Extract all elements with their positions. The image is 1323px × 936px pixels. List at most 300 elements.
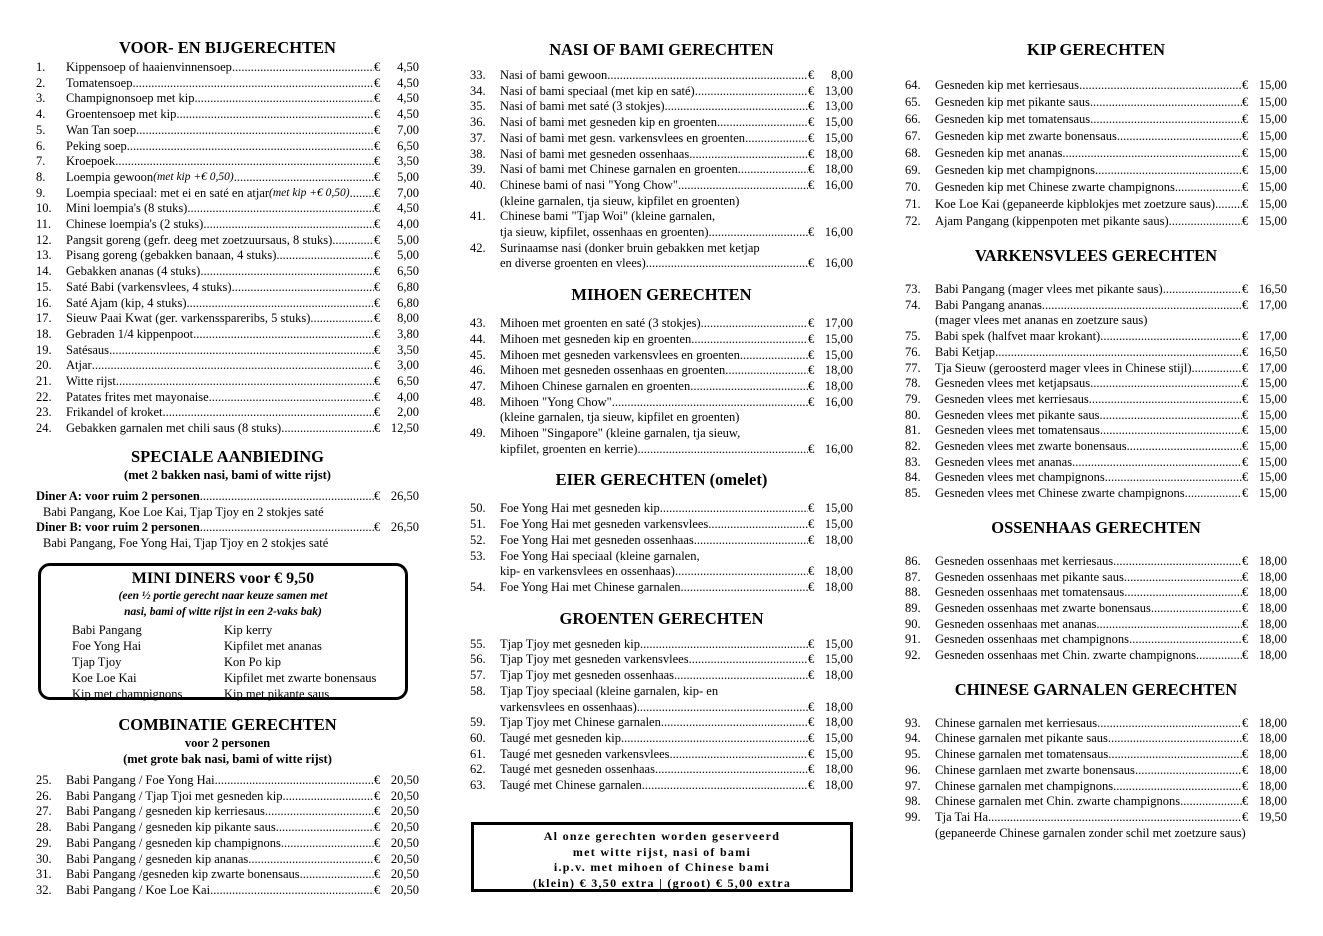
item-price: 6,80 [397,279,419,294]
section-title-eier: EIER GERECHTEN (omelet) [555,470,768,490]
item-number: 51. [470,517,486,532]
item-name-line-1: Chinese bami "Tjap Woi" (kleine garnalen, [500,209,716,224]
menu-item-row [36,852,419,868]
item-number: 38. [470,146,486,161]
leader-dots [210,883,374,899]
item-name: Chinese garnlaen met zwarte bonensaus [935,762,1135,777]
mini-diners-subtitle-1: (een ½ portie gerecht naar keuze samen met [118,590,328,602]
item-price: 7,00 [397,185,419,200]
euro-sign: € [1242,344,1249,359]
item-price: 18,00 [824,778,853,793]
euro-sign: € [808,316,815,331]
item-name-line-1: Surinaamse nasi (donker bruin gebakken met ketjap [500,240,760,255]
item-name-line-1: Mihoen "Singapore" (kleine garnalen, tja sieuw, [500,426,741,441]
diner-description: Babi Pangang, Koe Loe Kai, Tjap Tjoy en 2 stokjes saté [43,504,324,519]
item-number: 42. [470,240,486,255]
leader-dots [194,91,374,107]
item-name: Loempia speciaal: met ei en saté en atjar [66,185,270,200]
item-price: 18,00 [824,668,853,683]
column-right [905,0,1287,841]
item-number: 41. [470,209,486,224]
leader-dots [187,201,374,217]
item-name: Loempia gewoon [66,169,154,184]
menu-item-row [470,348,853,364]
item-price: 15,00 [824,636,853,651]
item-price: 4,50 [397,201,419,216]
leader-dots [265,804,374,820]
leader-dots [1108,747,1242,763]
euro-sign: € [808,532,815,547]
leader-dots [1089,392,1242,408]
euro-sign: € [374,185,381,200]
menu-item-row [905,111,1287,128]
item-price: 16,50 [1258,282,1287,296]
item-name: Peking soep [66,138,127,153]
item-number: 94. [905,731,921,746]
item-name: Champignonsoep met kip [66,91,195,106]
item-number: 18. [36,326,52,341]
item-name: Nasi of bami met gesneden ossenhaas [500,146,690,161]
menu-item-row [470,209,853,225]
menu-list-ossenhaas [905,554,1287,664]
item-name: Mihoen "Yong Chow" [500,394,612,409]
item-price: 20,50 [390,835,419,850]
section-title-voor: VOOR- EN BIJGERECHTEN [119,38,336,57]
leader-dots [1124,570,1242,586]
euro-sign: € [808,746,815,761]
item-name-line-1: Tjap Tjoy speciaal (kleine garnalen, kip- en [500,683,719,698]
section-title-varkens: VARKENSVLEES GERECHTEN [974,246,1218,265]
menu-item-row [470,564,853,580]
mini-diner-item: Kip met pikante saus [224,687,330,701]
item-number: 10. [36,201,52,216]
item-name: Babi Pangang ananas [935,297,1042,312]
diner-price: 26,50 [390,520,419,535]
leader-dots [248,852,374,868]
item-price: 18,00 [824,564,853,579]
item-price: 18,00 [1258,794,1287,809]
leader-dots [1163,282,1242,298]
serving-note-line-3: i.p.v. met mihoen of Chinese bami [553,860,771,874]
menu-item-row [36,343,419,359]
item-number: 6. [36,138,46,153]
item-price: 15,00 [1258,376,1287,391]
item-number: 36. [470,115,486,130]
leader-dots [637,700,808,716]
item-name: Tja Tai Ha [935,809,989,824]
item-name: Nasi of bami met saté (3 stokjes) [500,99,665,114]
item-name: Babi Ketjap [935,344,996,359]
item-price: 16,00 [824,394,853,409]
item-number: 29. [36,835,52,850]
menu-item-row [905,361,1287,377]
leader-dots [215,773,374,789]
menu-item-row [36,327,419,343]
column-middle [470,0,853,794]
leader-dots [725,363,808,379]
leader-dots [675,564,808,580]
item-name: Babi Pangang / Foe Yong Hai [66,773,215,787]
item-name: Taugé met gesneden varkensvlees [500,746,670,761]
leader-dots [186,296,374,312]
item-price: 5,00 [397,232,419,247]
combinatie-block [36,715,419,899]
menu-list-garnalen [905,716,1287,842]
leader-dots [1090,94,1242,111]
euro-sign: € [1242,762,1249,777]
item-number: 69. [905,163,921,177]
leader-dots [988,810,1242,826]
menu-item-row [36,358,419,374]
item-price: 18,00 [824,762,853,777]
menu-item-row [36,311,419,327]
diner-row [36,520,419,536]
menu-list-nasi [470,68,853,272]
leader-dots [163,405,374,421]
leader-dots [708,517,808,533]
leader-dots [203,217,374,233]
item-price: 3,50 [397,154,419,169]
item-price: 15,00 [824,331,853,346]
item-number: 19. [36,342,52,357]
leader-dots [332,233,374,249]
item-name: Nasi of bami gewoon [500,68,608,82]
leader-dots [300,867,374,883]
item-name: Babi Pangang / Tjap Tjoi met gesneden kip [66,788,283,803]
leader-dots [670,747,808,763]
item-price: 15,00 [1258,129,1287,143]
item-price: 20,50 [390,851,419,866]
item-name: Saté Babi (varkensvlees, 4 stuks) [66,279,232,294]
item-name: Gesneden kip met champignons [935,163,1096,177]
menu-item-row [905,747,1287,763]
section-title-ossenhaas: OSSENHAAS GERECHTEN [991,517,1201,537]
leader-dots [607,68,808,84]
menu-item-row [470,395,853,411]
euro-sign: € [374,311,381,326]
menu-item-row [36,248,419,264]
section-title-speciale: SPECIALE AANBIEDING [130,446,324,466]
item-name: Mihoen met gesneden ossenhaas en groenten [500,363,726,378]
item-name: Tjap Tjoy met gesneden ossenhaas [500,668,675,683]
item-price: 16,00 [824,225,853,240]
euro-sign: € [808,83,815,98]
section-title-groenten: GROENTEN GERECHTEN [559,608,764,628]
menu-item-row [905,632,1287,648]
item-number: 9. [36,185,46,200]
menu-item-row [470,442,853,458]
item-name: Gesneden vlees met Chinese zwarte champignons [935,486,1185,501]
euro-sign: € [374,60,381,74]
euro-sign: € [1242,648,1249,663]
menu-item-row [905,345,1287,361]
item-number: 5. [36,122,46,137]
euro-sign: € [374,201,381,216]
leader-dots [1090,111,1242,128]
item-name: Gesneden vlees met ketjapsaus [935,376,1091,391]
item-number: 86. [905,553,921,568]
serving-note-line-2: met witte rijst, nasi of bami [572,844,752,859]
euro-sign: € [374,122,381,137]
item-number: 15. [36,279,52,294]
item-number: 22. [36,389,52,404]
leader-dots [695,84,808,100]
menu-item-row [905,145,1287,162]
leader-dots [1105,470,1242,486]
item-number: 97. [905,778,921,793]
leader-dots [176,107,374,123]
leader-dots [1095,162,1242,179]
item-name: en diverse groenten en vlees) [500,256,646,271]
leader-dots [621,731,808,747]
menu-item-row [470,668,853,684]
item-number: 91. [905,632,921,647]
item-name: Ajam Pangang (kippenpoten met pikante saus) [935,214,1169,228]
euro-sign: € [374,804,381,819]
menu-item-row [470,332,853,348]
euro-sign: € [1242,282,1249,296]
euro-sign: € [374,232,381,247]
euro-sign: € [374,91,381,106]
leader-dots [109,343,374,359]
item-number: 13. [36,248,52,263]
menu-item-row [470,162,853,178]
euro-sign: € [1242,731,1249,746]
item-price: 18,00 [824,579,853,594]
menu-item-row [470,637,853,653]
menu-item-row [470,115,853,131]
euro-sign: € [808,762,815,777]
menu-item-row [36,804,419,820]
item-number: 11. [36,217,52,232]
item-name: kip- en varkensvlees en ossenhaas) [500,564,675,579]
item-price: 16,00 [824,177,853,192]
euro-sign: € [808,68,815,82]
item-name: Chinese garnalen met Chin. zwarte champignons [935,794,1181,809]
mini-diners-box [38,563,408,700]
item-number: 75. [905,329,921,344]
euro-sign: € [1242,146,1249,160]
menu-item-row [905,794,1287,810]
item-number: 48. [470,394,486,409]
leader-dots [1215,196,1242,213]
menu-item-row [470,762,853,778]
euro-sign: € [1242,585,1249,600]
item-price: 15,00 [1258,439,1287,454]
item-price: 3,80 [397,326,419,341]
item-name: Mihoen met groenten en saté (3 stokjes) [500,316,701,331]
item-number: 3. [36,91,46,106]
menu-item-row [36,405,419,421]
mini-diner-item: Kip met champignons [72,687,183,701]
item-price: 17,00 [1258,297,1287,312]
menu-item-row [36,280,419,296]
menu-item-row [905,162,1287,179]
euro-sign: € [1242,486,1249,501]
leader-dots [655,762,808,778]
menu-list-groenten [470,637,853,794]
euro-sign: € [374,405,381,420]
leader-dots [1062,145,1242,162]
item-price: 15,00 [1258,78,1287,92]
leader-dots [691,332,808,348]
leader-dots [1151,601,1242,617]
item-name: Gesneden vlees met tomatensaus [935,423,1100,438]
euro-sign: € [1242,95,1249,109]
leader-dots [740,348,808,364]
item-price: 19,50 [1258,809,1287,824]
leader-dots [136,123,374,139]
item-price: 18,00 [1258,648,1287,663]
item-name: Babi Pangang (mager vlees met pikante saus) [935,282,1163,296]
item-number: 78. [905,376,921,391]
euro-sign: € [374,520,381,535]
item-name: Foe Yong Hai met gesneden ossenhaas [500,532,694,547]
item-name: Kroepoek [66,154,116,169]
item-name: Chinese garnalen met pikante saus [935,731,1108,746]
item-number: 95. [905,747,921,762]
item-number: 37. [470,130,486,145]
mini-diners-grid [41,622,405,702]
leader-dots [1129,632,1242,648]
menu-list-mihoen [470,316,853,457]
euro-sign: € [1242,129,1249,143]
menu-item-row [470,99,853,115]
leader-dots [738,162,808,178]
menu-item-row [36,836,419,852]
menu-item-row [36,233,419,249]
item-name: tja sieuw, kipfilet, ossenhaas en groenten) [500,225,709,240]
item-price: 18,00 [1258,715,1287,730]
item-number: 84. [905,470,921,485]
menu-item-row [905,470,1287,486]
item-number: 96. [905,762,921,777]
euro-sign: € [374,138,381,153]
item-price: 20,50 [390,820,419,835]
menu-item-row [470,731,853,747]
euro-sign: € [808,177,815,192]
menu-item-row [905,282,1287,298]
item-price: 15,00 [824,652,853,667]
leader-dots [234,170,374,186]
item-name: Tjap Tjoy met gesneden varkensvlees [500,652,689,667]
menu-item-row [36,107,419,123]
menu-item-row [36,76,419,92]
item-number: 59. [470,715,486,730]
section-title-nasi: NASI OF BAMI GERECHTEN [549,40,774,59]
item-price: 4,50 [397,60,419,74]
menu-item-row [470,363,853,379]
euro-sign: € [1242,553,1249,568]
item-price: 8,00 [831,68,853,82]
euro-sign: € [1242,600,1249,615]
menu-item-row [36,390,419,406]
euro-sign: € [374,820,381,835]
item-name: Tjap Tjoy met gesneden kip [500,636,641,651]
item-name: Chinese bami of nasi "Yong Chow" [500,177,679,192]
euro-sign: € [808,225,815,240]
item-number: 43. [470,316,486,331]
item-description: (mager vlees met ananas en zoetzure saus) [935,313,1148,328]
item-price: 15,00 [1258,470,1287,485]
item-name: Babi Pangang / gesneden kip ananas [66,851,249,866]
leader-dots [1108,731,1242,747]
leader-dots [709,225,808,241]
menu-item-row [905,716,1287,732]
menu-item-row [470,256,853,272]
menu-item-row [905,94,1287,111]
item-price: 15,00 [1258,197,1287,211]
diner-list [36,489,419,552]
leader-dots [1192,361,1242,377]
euro-sign: € [1242,376,1249,391]
section-subtitle-combinatie-1: voor 2 personen [184,736,271,750]
leader-dots [350,186,374,202]
euro-sign: € [374,488,381,503]
item-price: 18,00 [1258,616,1287,631]
item-number: 63. [470,778,486,793]
leader-dots [1169,213,1242,230]
euro-sign: € [808,130,815,145]
item-name: Wan Tan soep [66,122,137,137]
menu-item-row [905,128,1287,145]
mini-diner-item: Tjap Tjoy [72,655,122,669]
item-number: 52. [470,532,486,547]
euro-sign: € [374,389,381,404]
leader-dots [1196,648,1242,664]
menu-item-row [36,789,419,805]
euro-sign: € [374,342,381,357]
menu-item-row [905,196,1287,213]
item-price: 18,00 [1258,585,1287,600]
item-name-line-1: Foe Yong Hai speciaal (kleine garnalen, [500,548,700,563]
item-number: 27. [36,804,52,819]
item-price: 18,00 [824,699,853,714]
euro-sign: € [808,564,815,579]
item-price: 6,50 [397,138,419,153]
item-price: 7,00 [397,122,419,137]
leader-dots [310,311,374,327]
item-price: 4,50 [397,75,419,90]
item-name: Patates frites met mayonaise [66,389,209,404]
item-name: Gebakken ananas (4 stuks) [66,264,201,279]
item-number: 88. [905,585,921,600]
menu-item-row [905,77,1287,94]
item-description: (kleine garnalen, tja sieuw, kipfilet en groenten) [500,410,740,425]
mini-diner-item: Babi Pangang [72,623,142,637]
menu-item-row [905,486,1287,502]
menu-item-row [36,264,419,280]
item-number: 33. [470,68,486,82]
item-number: 25. [36,773,52,787]
leader-dots [642,778,808,794]
item-number: 46. [470,363,486,378]
euro-sign: € [808,730,815,745]
item-number: 81. [905,423,921,438]
menu-item-row [905,376,1287,392]
item-price: 4,00 [397,389,419,404]
menu-item-row [470,778,853,794]
menu-item-row [905,617,1287,633]
leader-dots [283,789,374,805]
menu-item-row [905,731,1287,747]
item-price: 15,00 [1258,180,1287,194]
serving-note-box [471,822,853,892]
item-price: 5,00 [397,169,419,184]
menu-item-row [470,68,853,84]
leader-dots [127,139,374,155]
item-number: 34. [470,83,486,98]
